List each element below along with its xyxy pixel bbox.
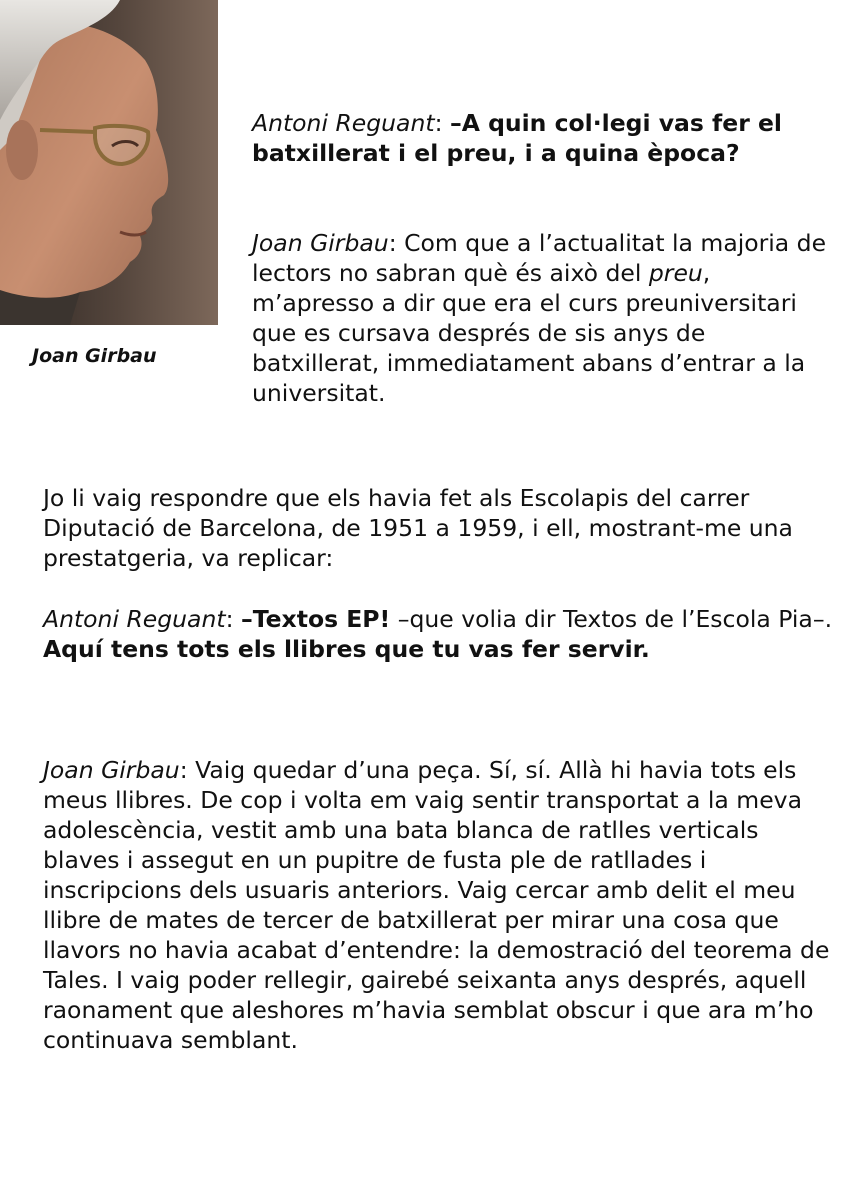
photo-caption: Joan Girbau xyxy=(32,345,157,367)
speaker-separator: : xyxy=(179,756,196,784)
narrative-paragraph: Jo li vaig respondre que els havia fet als Escolapis del carrer Diputació de Barcelona, de 1951 a 1959, i ell, mostrant-me una prestatgeria, va replicar: xyxy=(43,484,793,572)
speaker-separator: : xyxy=(434,109,450,137)
speaker-name: Antoni Reguant xyxy=(252,109,435,137)
answer-text-end: , m’apresso a dir que era el curs preuniversitari que es cursava després de sis anys de batxillerat, immediatament abans d’entrar a la universitat. xyxy=(252,259,806,407)
aside-text: –que volia dir Textos de l’Escola Pia–. xyxy=(390,605,833,633)
answer-text-start: Com que a l’actualitat la majoria de lectors no sabran què és això del xyxy=(252,229,827,287)
question-text: –A quin col·legi vas fer el batxillerat i el preu, i a quina època? xyxy=(252,109,782,167)
statement-text: Aquí tens tots els llibres que tu vas fer servir. xyxy=(43,635,650,663)
speaker-name: Joan Girbau xyxy=(252,229,389,257)
speaker-separator: : xyxy=(388,229,405,257)
answer-text: Vaig quedar d’una peça. Sí, sí. Allà hi havia tots els meus llibres. De cop i volta em vaig sentir transportat a la meva adolescència, vestit amb una bata blanca de ratlles verticals blaves i assegut en un pupitre de fusta ple de ratllades i inscripcions dels usuaris anteriors. Vaig cercar amb delit el meu llibre de mates de tercer de batxillerat per mirar una cosa que llavors no havia acabat d’entendre: la demostració del teorema de Tales. I vaig poder rellegir, gairebé seixanta anys després, aquell raonament que aleshores m’havia semblat obscur i que ara m’ho continuava semblant. xyxy=(43,756,830,1054)
exclamation-text: –Textos EP! xyxy=(240,605,391,633)
interview-question-1 xyxy=(252,108,832,168)
answer-emphasis: preu xyxy=(648,259,703,287)
speaker-name: Antoni Reguant xyxy=(43,605,226,633)
speaker-name: Joan Girbau xyxy=(43,756,180,784)
speaker-separator: : xyxy=(225,605,241,633)
interview-answer-1 xyxy=(252,228,832,408)
interview-answer-2 xyxy=(43,755,833,1055)
portrait-image xyxy=(0,0,218,325)
portrait-photo xyxy=(0,0,218,325)
interview-question-2 xyxy=(43,604,833,664)
